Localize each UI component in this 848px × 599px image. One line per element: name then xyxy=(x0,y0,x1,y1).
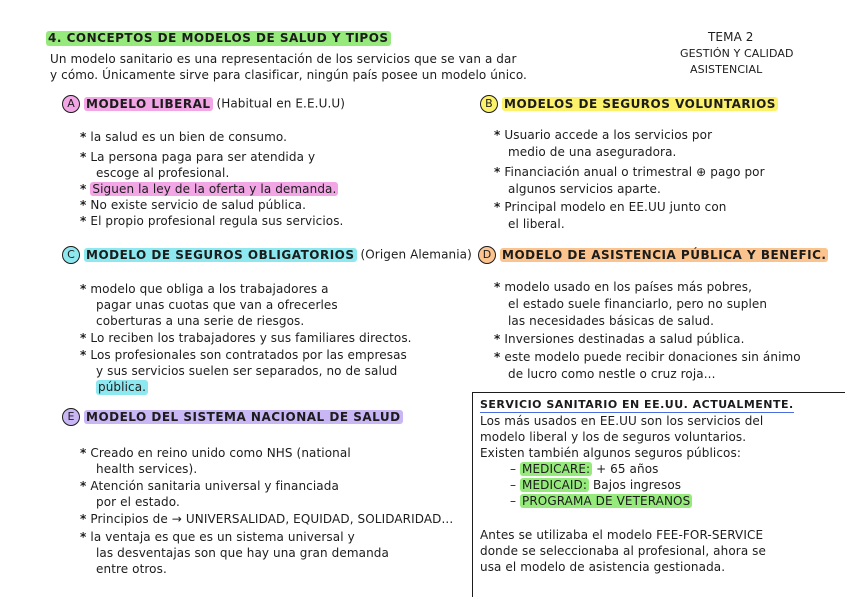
item-text: Creado en reino unido como NHS (national xyxy=(90,446,351,460)
intro-line-1: Un modelo sanitario es una representación de los servicios que se van a dar xyxy=(50,52,517,66)
item-text: Los profesionales son contratados por las empresas xyxy=(90,348,407,362)
section-e-header xyxy=(62,408,403,426)
section-c-item-1c: coberturas a una serie de riesgos. xyxy=(96,314,305,328)
medicare-text: + 65 años xyxy=(596,462,659,476)
section-d-item-1: * modelo usado en los países más pobres, xyxy=(494,280,753,294)
section-c-item-1: * modelo que obliga a los trabajadores a xyxy=(80,282,329,296)
item-text: Atención sanitaria universal y financiada xyxy=(90,479,339,493)
section-a-item-2b: escoge al profesional. xyxy=(96,166,230,180)
section-a-item-5: * El propio profesional regula sus servicios. xyxy=(80,214,344,228)
section-c-note: (Origen Alemania) xyxy=(360,247,472,262)
item-text: Siguen la ley de la oferta y la demanda. xyxy=(92,182,337,196)
section-a-title: MODELO LIBERAL xyxy=(86,96,211,111)
section-c-title: MODELO DE SEGUROS OBLIGATORIOS xyxy=(86,247,355,262)
item-text: El propio profesional regula sus servicios. xyxy=(90,214,344,228)
box-line-2: modelo liberal y los de seguros voluntarios. xyxy=(480,430,747,444)
item-text: Financiación anual o trimestral ⊕ pago por xyxy=(504,165,765,179)
tema-line-3: ASISTENCIAL xyxy=(690,63,763,76)
section-a-letter: A xyxy=(62,95,80,113)
box-para-1: Antes se utilizaba el modelo FEE-FOR-SERVICE xyxy=(480,528,764,542)
section-b-item-1b: medio de una aseguradora. xyxy=(508,145,677,159)
section-d-header xyxy=(478,246,828,264)
section-a-item-4: * No existe servicio de salud pública. xyxy=(80,198,307,212)
item-text: la ventaja es que es un sistema universal y xyxy=(90,530,355,544)
section-a-item-2: * La persona paga para ser atendida y xyxy=(80,150,316,164)
box-para-3: usa el modelo de asistencia gestionada. xyxy=(480,560,726,574)
program-label: PROGRAMA DE VETERANOS xyxy=(522,494,691,508)
section-d-item-1c: las necesidades básicas de salud. xyxy=(508,314,715,328)
section-d-item-2: * Inversiones destinadas a salud pública. xyxy=(494,332,745,346)
intro-line-2: y cómo. Únicamente sirve para clasificar, ningún país posee un modelo único. xyxy=(50,68,527,82)
section-e-item-2b: por el estado. xyxy=(96,495,180,509)
section-e-item-4c: entre otros. xyxy=(96,562,167,576)
section-a-item-1: * la salud es un bien de consumo. xyxy=(80,130,288,144)
section-e-item-4: * la ventaja es que es un sistema universal y xyxy=(80,530,355,544)
item-text: La persona paga para ser atendida y xyxy=(90,150,316,164)
section-b-letter: B xyxy=(480,95,498,113)
item-text: este modelo puede recibir donaciones sin ánimo xyxy=(504,350,801,364)
medicaid-text: Bajos ingresos xyxy=(592,478,682,492)
section-b-item-2: * Financiación anual o trimestral ⊕ pago por xyxy=(494,165,765,179)
item-text: la salud es un bien de consumo. xyxy=(90,130,288,144)
section-b-item-3b: el liberal. xyxy=(508,217,565,231)
section-d-item-1b: el estado suele financiarlo, pero no suplen xyxy=(508,297,768,311)
box-line-1: Los más usados en EE.UU son los servicios del xyxy=(480,414,764,428)
tema-line-1: TEMA 2 xyxy=(708,30,754,44)
section-d-letter: D xyxy=(478,246,496,264)
box-program: – PROGRAMA DE VETERANOS xyxy=(510,494,691,508)
section-b-title: MODELOS DE SEGUROS VOLUNTARIOS xyxy=(504,96,776,111)
section-c-item-3b: y sus servicios suelen ser separados, no de salud xyxy=(96,364,398,378)
section-b-item-3: * Principal modelo en EE.UU junto con xyxy=(494,200,727,214)
section-b-item-2b: algunos servicios aparte. xyxy=(508,182,661,196)
section-e-item-4b: las desventajas son que hay una gran demanda xyxy=(96,546,389,560)
box-heading: SERVICIO SANITARIO EN EE.UU. ACTUALMENTE. xyxy=(480,398,794,411)
section-e-item-1: * Creado en reino unido como NHS (national xyxy=(80,446,351,460)
box-line-3: Existen también algunos seguros públicos: xyxy=(480,446,741,460)
box-para-2: donde se seleccionaba al profesional, ahora se xyxy=(480,544,767,558)
section-d-item-3b: de lucro como nestle o cruz roja... xyxy=(508,367,716,381)
tema-line-2: GESTIÓN Y CALIDAD xyxy=(680,47,794,60)
section-e-item-1b: health services). xyxy=(96,462,198,476)
section-c-item-3c: pública. xyxy=(98,380,147,394)
medicare-label: MEDICARE: xyxy=(522,462,591,476)
page-title: 4. CONCEPTOS DE MODELOS DE SALUD Y TIPOS xyxy=(48,31,389,45)
section-a-header xyxy=(62,95,345,113)
item-text: Principal modelo en EE.UU junto con xyxy=(504,200,727,214)
section-c-item-1b: pagar unas cuotas que van a ofrecerles xyxy=(96,298,338,312)
section-b-item-1: * Usuario accede a los servicios por xyxy=(494,128,713,142)
section-a-note: (Habitual en E.E.U.U) xyxy=(216,96,346,111)
box-medicaid: – MEDICAID: Bajos ingresos xyxy=(510,478,682,492)
section-d-title: MODELO DE ASISTENCIA PÚBLICA Y BENEFIC. xyxy=(502,247,827,262)
item-text: modelo que obliga a los trabajadores a xyxy=(90,282,329,296)
item-text: Usuario accede a los servicios por xyxy=(504,128,713,142)
section-e-item-2: * Atención sanitaria universal y financiada xyxy=(80,479,339,493)
item-text: No existe servicio de salud pública. xyxy=(90,198,307,212)
section-b-header xyxy=(480,95,778,113)
section-c-item-2: * Lo reciben los trabajadores y sus familiares directos. xyxy=(80,331,412,345)
item-text: Lo reciben los trabajadores y sus familiares directos. xyxy=(90,331,412,345)
section-e-item-3: * Principios de → UNIVERSALIDAD, EQUIDAD, SOLIDARIDAD... xyxy=(80,512,454,526)
section-e-letter: E xyxy=(62,408,80,426)
box-medicare: – MEDICARE: + 65 años xyxy=(510,462,659,476)
medicaid-label: MEDICAID: xyxy=(522,478,588,492)
item-text: Inversiones destinadas a salud pública. xyxy=(504,332,745,346)
section-a-item-3: * Siguen la ley de la oferta y la demanda. xyxy=(80,182,337,196)
section-c-letter: C xyxy=(62,246,80,264)
section-c-item-3: * Los profesionales son contratados por las empresas xyxy=(80,348,407,362)
section-d-item-3: * este modelo puede recibir donaciones sin ánimo xyxy=(494,350,801,364)
item-text: Principios de → UNIVERSALIDAD, EQUIDAD, SOLIDARIDAD... xyxy=(90,512,454,526)
section-c-header xyxy=(62,246,472,264)
item-text: modelo usado en los países más pobres, xyxy=(504,280,753,294)
section-e-title: MODELO DEL SISTEMA NACIONAL DE SALUD xyxy=(86,409,401,424)
